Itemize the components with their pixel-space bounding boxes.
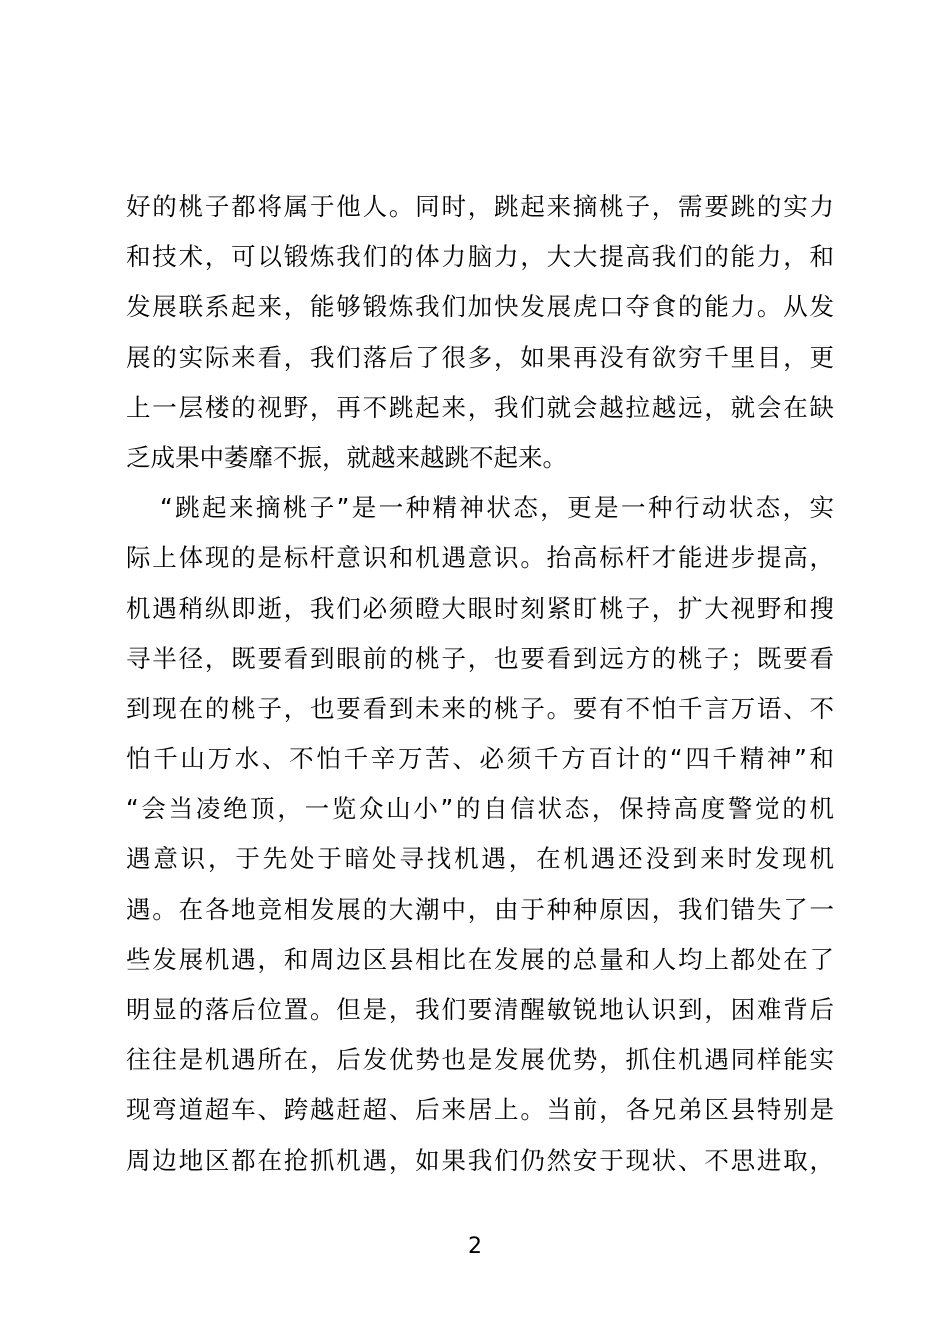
- text-line: 好的桃子都将属于他人。同时，跳起来摘桃子，需要跳的实力: [126, 192, 834, 221]
- text-line: 些发展机遇，和周边区县相比在发展的总量和人均上都处在了: [126, 944, 834, 974]
- text-line: 往往是机遇所在，后发优势也是发展优势，抓住机遇同样能实: [126, 1045, 834, 1075]
- paragraph-2: [126, 483, 834, 1186]
- text-line: 寻半径，既要看到眼前的桃子，也要看到远方的桃子；既要看: [126, 643, 834, 673]
- text-line: “会当凌绝顶，一览众山小”的自信状态，保持高度警觉的机: [126, 794, 834, 824]
- text-line: 周边地区都在抢抓机遇，如果我们仍然安于现状、不思进取，: [126, 1145, 834, 1175]
- text-line: 发展联系起来，能够锻炼我们加快发展虎口夺食的能力。从发: [126, 292, 834, 322]
- text-line: 上一层楼的视野，再不跳起来，我们就会越拉越远，就会在缺: [126, 392, 834, 422]
- text-line: 和技术，可以锻炼我们的体力脑力，大大提高我们的能力，和: [126, 242, 834, 272]
- text-line: 遇意识，于先处于暗处寻找机遇，在机遇还没到来时发现机: [126, 844, 834, 874]
- document-body: [126, 182, 834, 1186]
- paragraph-1: [126, 182, 834, 483]
- text-line: 乏成果中萎靡不振，就越来越跳不起来。: [126, 442, 567, 472]
- text-line: “跳起来摘桃子”是一种精神状态，更是一种行动状态，实: [160, 493, 834, 523]
- text-line: 现弯道超车、跨越赶超、后来居上。当前，各兄弟区县特别是: [126, 1095, 834, 1125]
- text-line: 展的实际来看，我们落后了很多，如果再没有欲穷千里目，更: [126, 342, 834, 372]
- text-line: 遇。在各地竞相发展的大潮中，由于种种原因，我们错失了一: [126, 894, 834, 924]
- page-number: 2: [468, 1234, 482, 1259]
- text-line: 际上体现的是标杆意识和机遇意识。抬高标杆才能进步提高，: [126, 543, 834, 573]
- text-line: 怕千山万水、不怕千辛万苦、必须千方百计的“四千精神”和: [126, 744, 834, 774]
- text-line: 明显的落后位置。但是，我们要清醒敏锐地认识到，困难背后: [126, 995, 834, 1024]
- text-line: 到现在的桃子，也要看到未来的桃子。要有不怕千言万语、不: [126, 693, 834, 723]
- text-line: 机遇稍纵即逝，我们必须瞪大眼时刻紧盯桃子，扩大视野和搜: [126, 593, 834, 623]
